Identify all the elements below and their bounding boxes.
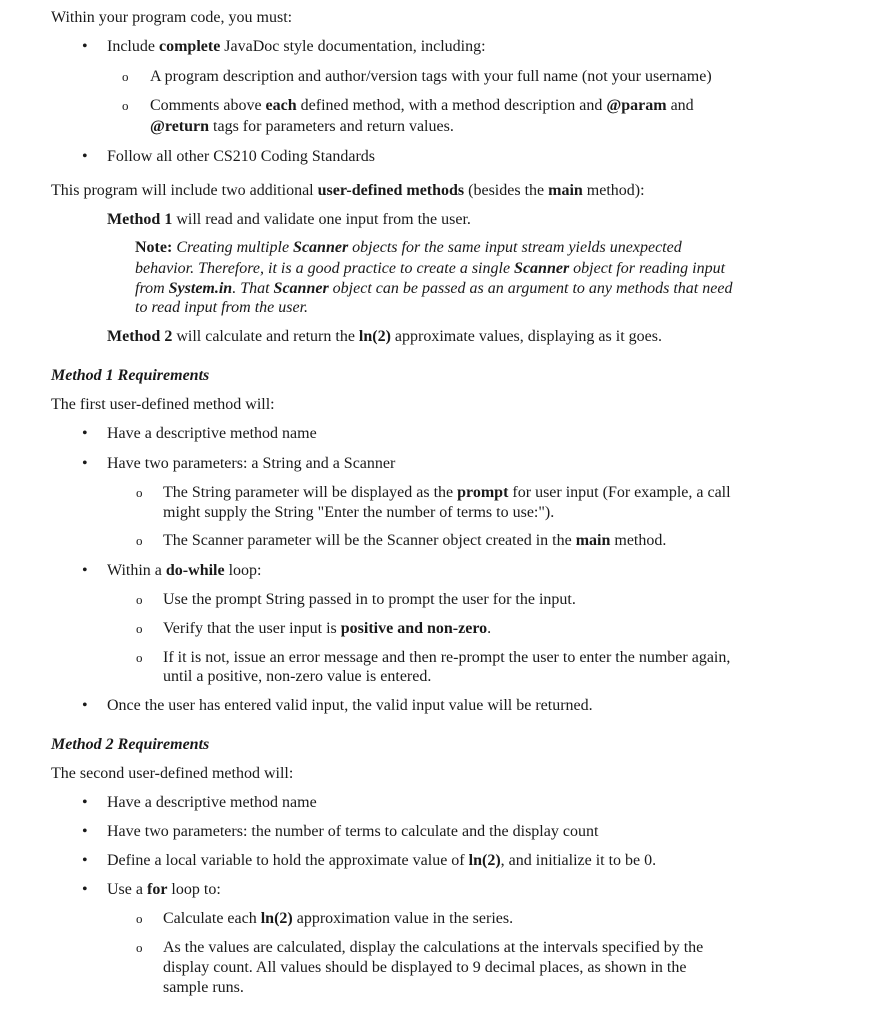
sub-bullet-marker: o: [122, 69, 129, 84]
overview-method2: Method 2 will calculate and return the ln(2) approximate values, displaying as it goes.: [107, 328, 662, 345]
bullet-marker: •: [82, 852, 88, 869]
bullet-marker: •: [82, 823, 88, 840]
note-line-4: to read input from the user.: [135, 299, 309, 316]
method1-subitem-error-cont: until a positive, non-zero value is entered.: [163, 668, 432, 685]
sub-bullet-marker: o: [136, 940, 143, 955]
intro-subitem-comments-cont: @return tags for parameters and return values.: [150, 118, 454, 135]
method1-item-params: Have two parameters: a String and a Scanner: [107, 455, 396, 472]
method1-item-loop: Within a do-while loop:: [107, 562, 262, 579]
method1-subitem-string: The String parameter will be displayed as the prompt for user input (For example, a call: [163, 484, 731, 501]
bullet-marker: •: [82, 148, 88, 165]
note-line-2: behavior. Therefore, it is a good practice to create a single Scanner object for reading input: [135, 260, 726, 277]
method2-lead: The second user-defined method will:: [51, 765, 294, 782]
method2-subitem-display: As the values are calculated, display the calculations at the intervals specified by the: [163, 939, 704, 956]
note-line-1: Note: Creating multiple Scanner objects for the same input stream yields unexpected: [135, 239, 682, 256]
bullet-marker: •: [82, 881, 88, 898]
sub-bullet-marker: o: [136, 911, 143, 926]
bullet-marker: •: [82, 794, 88, 811]
method2-subitem-calculate: Calculate each ln(2) approximation value in the series.: [163, 910, 514, 927]
bullet-marker: •: [82, 455, 88, 472]
method2-item-name: Have a descriptive method name: [107, 794, 317, 811]
sub-bullet-marker: o: [122, 98, 129, 113]
method1-subitem-scanner: The Scanner parameter will be the Scanner object created in the main method.: [163, 532, 667, 549]
method1-subitem-verify: Verify that the user input is positive and non-zero.: [163, 620, 492, 637]
method2-subitem-display-cont2: sample runs.: [163, 979, 244, 996]
method1-subitem-string-cont: might supply the String "Enter the number of terms to use:").: [163, 504, 555, 521]
bullet-marker: •: [82, 38, 88, 55]
method1-lead: The first user-defined method will:: [51, 396, 275, 413]
method1-subitem-prompt: Use the prompt String passed in to prompt the user for the input.: [163, 591, 576, 608]
intro-item-javadoc: Include complete JavaDoc style documentation, including:: [107, 38, 486, 55]
sub-bullet-marker: o: [136, 650, 143, 665]
overview-text: This program will include two additional user-defined methods (besides the main method):: [51, 182, 645, 199]
method2-item-loop: Use a for loop to:: [107, 881, 221, 898]
method2-heading: Method 2 Requirements: [51, 736, 210, 753]
method1-item-name: Have a descriptive method name: [107, 425, 317, 442]
method2-item-variable: Define a local variable to hold the approximate value of ln(2), and initialize it to be 0.: [107, 852, 657, 869]
bullet-marker: •: [82, 697, 88, 714]
sub-bullet-marker: o: [136, 485, 143, 500]
sub-bullet-marker: o: [136, 592, 143, 607]
method2-item-params: Have two parameters: the number of terms to calculate and the display count: [107, 823, 599, 840]
method1-heading: Method 1 Requirements: [51, 367, 210, 384]
intro-lead: Within your program code, you must:: [51, 9, 293, 26]
bullet-marker: •: [82, 425, 88, 442]
overview-method1: Method 1 will read and validate one input from the user.: [107, 211, 471, 228]
intro-subitem-comments: Comments above each defined method, with a method description and @param and: [150, 97, 694, 114]
sub-bullet-marker: o: [136, 533, 143, 548]
method2-subitem-display-cont: display count. All values should be displayed to 9 decimal places, as shown in the: [163, 959, 687, 976]
method1-subitem-error: If it is not, issue an error message and then re-prompt the user to enter the number again,: [163, 649, 731, 666]
bullet-marker: •: [82, 562, 88, 579]
intro-item-standards: Follow all other CS210 Coding Standards: [107, 148, 375, 165]
intro-subitem-description: A program description and author/version tags with your full name (not your username): [150, 68, 712, 85]
sub-bullet-marker: o: [136, 621, 143, 636]
method1-item-return: Once the user has entered valid input, the valid input value will be returned.: [107, 697, 593, 714]
note-line-3: from System.in. That Scanner object can be passed as an argument to any methods that need: [135, 280, 733, 297]
